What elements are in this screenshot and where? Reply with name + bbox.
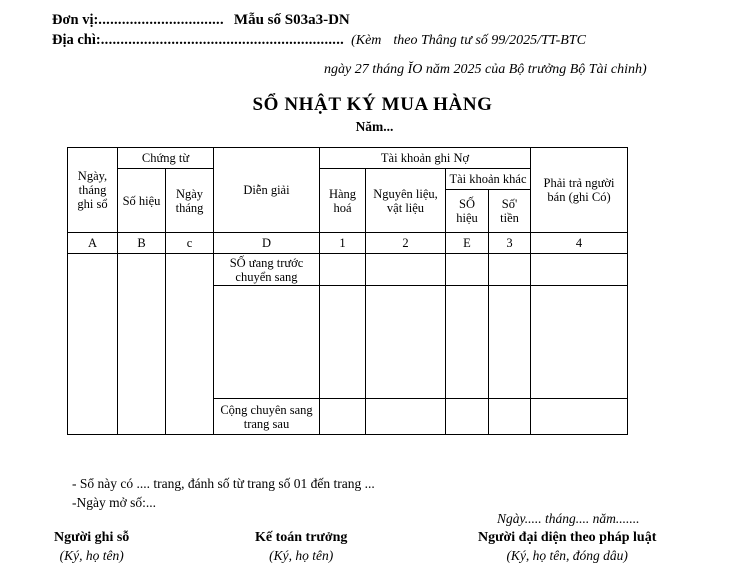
cell-other-amount-blank[interactable] bbox=[489, 286, 531, 399]
legal-representative-title: Người đại diện theo pháp luật bbox=[478, 530, 657, 545]
th-date-record: Ngày, tháng ghi sổ bbox=[68, 148, 118, 233]
address-dots: .............................................................. bbox=[100, 32, 345, 48]
table-row bbox=[68, 254, 628, 286]
signature-block-legal-representative bbox=[478, 529, 656, 565]
code-cell-e: E bbox=[446, 233, 489, 254]
th-description: Diễn giải bbox=[214, 148, 320, 233]
circular-reference-line1 bbox=[351, 31, 586, 51]
code-cell-d: D bbox=[214, 233, 320, 254]
recorder-subtitle: (Ký, họ tên) bbox=[59, 548, 124, 563]
cell-goods-carry[interactable] bbox=[320, 399, 366, 435]
circular-kem: (Kèm bbox=[351, 33, 382, 48]
cell-payable-opening[interactable] bbox=[531, 254, 628, 286]
code-cell-4: 4 bbox=[531, 233, 628, 254]
note-pages: - Sổ này có .... trang, đánh số từ trang số 01 đến trang ... bbox=[72, 476, 375, 491]
cell-description-carry[interactable] bbox=[214, 399, 320, 435]
form-number: Mẫu số S03a3-DN bbox=[233, 12, 350, 28]
cell-materials-opening[interactable] bbox=[366, 254, 446, 286]
code-cell-1: 1 bbox=[320, 233, 366, 254]
unit-label: Đơn vị: bbox=[52, 12, 99, 28]
circular-reference-line2: ngày 27 tháng ĬO năm 2025 của Bộ trưởng Bộ Tài chinh) bbox=[324, 62, 647, 77]
address-label: Địa chì: bbox=[52, 32, 101, 48]
th-other-account-group: Tài khoản khác bbox=[446, 169, 531, 190]
unit-dots: ................................ bbox=[98, 12, 224, 28]
th-other-account-amount: Số' tiền bbox=[489, 190, 531, 233]
title-year: Năm... bbox=[355, 119, 394, 134]
cell-goods-blank[interactable] bbox=[320, 286, 366, 399]
cell-other-number-carry[interactable] bbox=[446, 399, 489, 435]
page-title: SỔ NHẬT KÝ MUA HÀNG bbox=[252, 94, 493, 115]
note-open-date: -Ngày mở số:... bbox=[72, 495, 157, 510]
cell-description-blank[interactable] bbox=[214, 286, 320, 399]
header-code-row bbox=[68, 233, 628, 254]
cell-payable-blank[interactable] bbox=[531, 286, 628, 399]
cell-materials-blank[interactable] bbox=[366, 286, 446, 399]
th-voucher-group: Chứng từ bbox=[118, 148, 214, 169]
signature-block-recorder bbox=[54, 529, 129, 565]
document-meta-block bbox=[52, 10, 732, 77]
code-cell-c: c bbox=[166, 233, 214, 254]
cell-payable-carry[interactable] bbox=[531, 399, 628, 435]
footer-notes bbox=[72, 474, 375, 512]
code-cell-2: 2 bbox=[366, 233, 446, 254]
title-block bbox=[0, 94, 745, 135]
description-text-opening: SỐ ưang trước chuyển sang bbox=[229, 255, 304, 284]
th-payable: Phải trả người bán (ghi Có) bbox=[531, 148, 628, 233]
legal-representative-subtitle: (Ký, họ tên, đóng dâu) bbox=[506, 548, 628, 563]
th-other-account-number: SỐ hiệu bbox=[446, 190, 489, 233]
ledger-table-wrap bbox=[67, 147, 627, 435]
ledger-table bbox=[67, 147, 628, 435]
cell-goods-opening[interactable] bbox=[320, 254, 366, 286]
th-voucher-date: Ngày tháng bbox=[166, 169, 214, 233]
circular-ref: theo Thâng tư số 99/2025/TT-BTC bbox=[393, 33, 586, 48]
chief-accountant-subtitle: (Ký, họ tên) bbox=[269, 548, 334, 563]
unit-row bbox=[52, 10, 732, 30]
ledger-table-head bbox=[68, 148, 628, 254]
cell-description-opening[interactable] bbox=[214, 254, 320, 286]
th-goods: Hàng hoá bbox=[320, 169, 366, 233]
header-row-1 bbox=[68, 148, 628, 169]
cell-date-record[interactable] bbox=[68, 254, 118, 435]
cell-other-amount-opening[interactable] bbox=[489, 254, 531, 286]
signature-date-line: Ngày..... tháng.... năm....... bbox=[497, 511, 640, 526]
cell-voucher-date[interactable] bbox=[166, 254, 214, 435]
th-debit-group: Tài khoản ghi Nợ bbox=[320, 148, 531, 169]
chief-accountant-title: Kế toán trưởng bbox=[255, 530, 348, 545]
cell-other-number-blank[interactable] bbox=[446, 286, 489, 399]
description-text-carry: Cộng chuyên sang trang sau bbox=[220, 402, 313, 431]
cell-other-amount-carry[interactable] bbox=[489, 399, 531, 435]
cell-materials-carry[interactable] bbox=[366, 399, 446, 435]
ledger-table-body bbox=[68, 254, 628, 435]
cell-voucher-number[interactable] bbox=[118, 254, 166, 435]
th-voucher-number: Số hiệu bbox=[118, 169, 166, 233]
code-cell-a: A bbox=[68, 233, 118, 254]
th-materials: Nguyên liệu, vật liệu bbox=[366, 169, 446, 233]
code-cell-b: B bbox=[118, 233, 166, 254]
signature-block-chief-accountant bbox=[255, 529, 347, 565]
recorder-title: Người ghi sỗ bbox=[54, 530, 130, 545]
cell-other-number-opening[interactable] bbox=[446, 254, 489, 286]
code-cell-3: 3 bbox=[489, 233, 531, 254]
address-row bbox=[52, 30, 732, 51]
